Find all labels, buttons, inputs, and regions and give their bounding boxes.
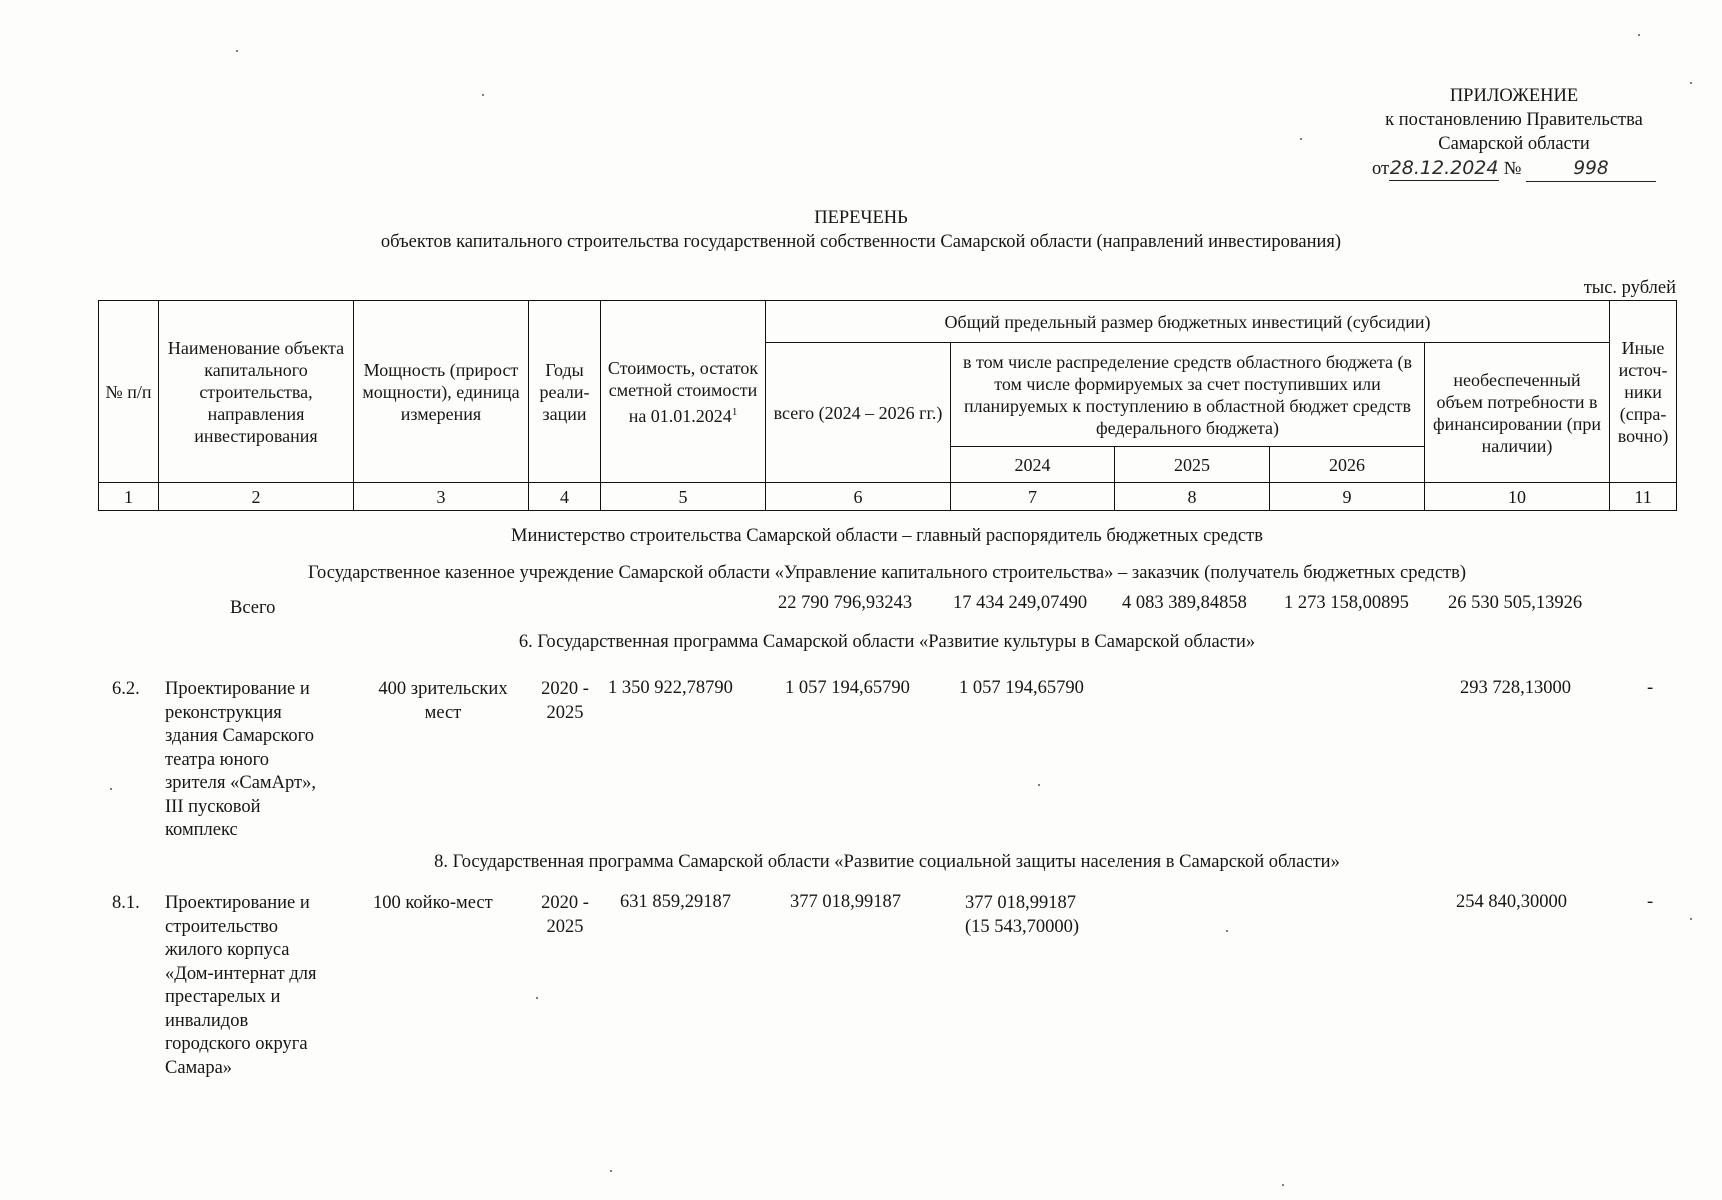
appendix-title: ПРИЛОЖЕНИЕ: [1449, 86, 1579, 106]
header-subgroup-regional-budget: в том числе распределение средств областного бюджета (в том числе формируемых за счет поступивших или планируемых к поступлению в областной бюджет средств федерального бюджета): [951, 343, 1425, 447]
scan-speck: [536, 997, 538, 999]
header-col-cost: Стоимость, остаток сметной стоимости на 01.01.2024$^1$: [601, 301, 766, 483]
footnote-marker: 1: [731, 405, 738, 418]
column-number: 10: [1425, 483, 1610, 511]
total-col8: 4 083 389,84858: [1122, 593, 1247, 613]
scan-speck: [610, 1170, 612, 1172]
scan-speck: [1282, 1184, 1284, 1186]
handwritten-number: 998: [1526, 157, 1656, 182]
program-6-heading: 6. Государственная программа Самарской области «Развитие культуры в Самарской области»: [518, 632, 1256, 652]
column-numbers-row: [99, 483, 1677, 511]
customer-heading: Государственное казенное учреждение Самарской области «Управление капитального строительства» – заказчик (получатель бюджетных средств): [307, 563, 1467, 583]
appendix-signature-line: [1364, 156, 1664, 182]
column-number: 9: [1270, 483, 1425, 511]
scan-speck: [1226, 930, 1228, 932]
column-number: 7: [951, 483, 1115, 511]
ministry-heading: Министерство строительства Самарской области – главный распорядитель бюджетных средств: [511, 526, 1263, 546]
scan-speck: [1690, 82, 1692, 84]
row-total: 377 018,99187: [790, 892, 901, 912]
column-number: 2: [159, 483, 354, 511]
row-number: 8.1.: [112, 893, 140, 913]
from-label: от: [1372, 159, 1390, 179]
header-group-investments: Общий предельный размер бюджетных инвестиций (субсидии): [766, 301, 1610, 343]
appendix-block: [1364, 84, 1664, 182]
column-number: 11: [1610, 483, 1677, 511]
scan-speck: [236, 50, 238, 52]
header-col-total: всего (2024 – 2026 гг.): [766, 343, 951, 483]
row-other-sources: -: [1647, 892, 1654, 912]
scan-speck: [1038, 784, 1040, 786]
header-col-other-sources: Иные источ-ники (спра-вочно): [1610, 301, 1677, 483]
row-capacity: 100 койко-мест: [373, 893, 493, 913]
column-number: 8: [1115, 483, 1270, 511]
document-title: ПЕРЕЧЕНЬ: [814, 208, 908, 228]
header-col-number: № п/п: [99, 301, 159, 483]
scan-speck: [1638, 34, 1640, 36]
handwritten-date: 28.12.2024: [1389, 157, 1499, 179]
header-col-years: Годы реали-зации: [529, 301, 601, 483]
row-object-name: Проектирование и реконструкция здания Самарского театра юного зрителя «СамАрт», III пусковой комплекс: [165, 679, 316, 840]
program-8-heading: 8. Государственная программа Самарской области «Развитие социальной защиты населения в Самарской области»: [434, 852, 1340, 872]
scan-speck: [110, 788, 112, 790]
row-object-name: Проектирование и строительство жилого корпуса «Дом-интернат для престарелых и инвалидов городского округа Самара»: [165, 893, 317, 1078]
total-col7: 17 434 249,07490: [953, 593, 1088, 613]
column-number: 1: [99, 483, 159, 511]
column-number: 6: [766, 483, 951, 511]
row-2024: 377 018,99187 (15 543,70000): [965, 892, 1079, 939]
header-col-2026: 2026: [1270, 447, 1425, 483]
row-unsecured: 293 728,13000: [1460, 678, 1571, 698]
header-col-2024: 2024: [951, 447, 1115, 483]
row-2024-federal-note: (15 543,70000): [965, 916, 1080, 937]
header-col-unsecured: необеспеченный объем потребности в финансировании (при наличии): [1425, 343, 1610, 483]
row-2024: 1 057 194,65790: [959, 678, 1084, 698]
appendix-line-1: к постановлению Правительства: [1385, 110, 1643, 130]
total-label: Всего: [230, 598, 276, 618]
scan-speck: [1300, 138, 1302, 140]
row-total: 1 057 194,65790: [785, 678, 910, 698]
row-cost: 1 350 922,78790: [608, 678, 733, 698]
total-col6: 22 790 796,93243: [778, 593, 913, 613]
row-years: 2020 - 2025: [541, 679, 589, 723]
row-unsecured: 254 840,30000: [1456, 892, 1567, 912]
row-other-sources: -: [1647, 678, 1654, 698]
row-capacity: 400 зрительских мест: [378, 679, 508, 723]
column-number: 3: [354, 483, 529, 511]
header-table: [98, 300, 1677, 511]
column-number: 5: [601, 483, 766, 511]
header-col-name: Наименование объекта капитального строительства, направления инвестирования: [159, 301, 354, 483]
document-subtitle: объектов капитального строительства государственной собственности Самарской области (направлений инвестирования): [380, 232, 1342, 252]
appendix-line-2: Самарской области: [1438, 134, 1590, 154]
header-col-capacity: Мощность (прирост мощности), единица измерения: [354, 301, 529, 483]
header-col-2025: 2025: [1115, 447, 1270, 483]
unit-label: тыс. рублей: [1583, 278, 1676, 298]
scan-speck: [1690, 918, 1692, 920]
number-label: №: [1503, 159, 1522, 179]
total-col10: 26 530 505,13926: [1448, 593, 1583, 613]
total-col9: 1 273 158,00895: [1284, 593, 1409, 613]
row-cost: 631 859,29187: [620, 892, 731, 912]
scan-speck: [482, 94, 484, 96]
row-number: 6.2.: [112, 679, 140, 699]
column-number: 4: [529, 483, 601, 511]
row-years: 2020 - 2025: [541, 893, 589, 937]
